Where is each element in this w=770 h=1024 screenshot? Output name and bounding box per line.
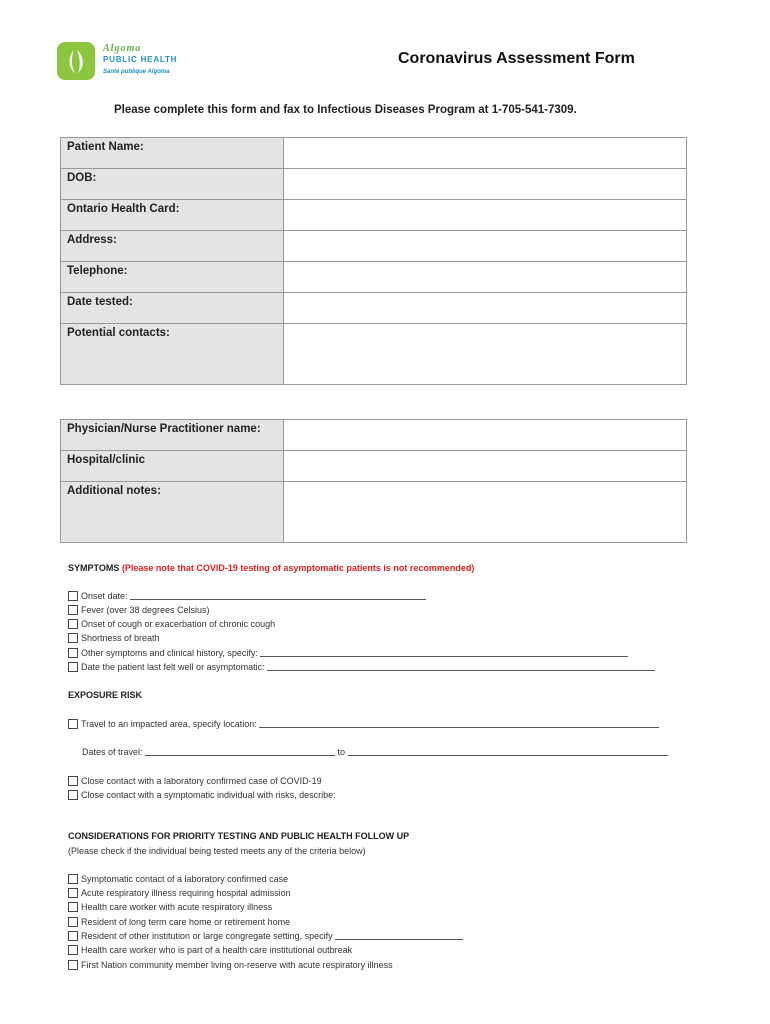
- symptom-label: Fever (over 38 degrees Celsius): [81, 605, 210, 615]
- travel-dates-row: [82, 746, 668, 759]
- potential-contacts-field[interactable]: [284, 324, 687, 385]
- priority-item: [68, 887, 291, 900]
- priority-item: [68, 873, 288, 886]
- priority-label: Symptomatic contact of a laboratory confirmed case: [81, 874, 289, 884]
- travel-start-date-line[interactable]: [145, 747, 335, 756]
- to-label: to: [335, 747, 348, 757]
- checkbox[interactable]: [68, 917, 78, 927]
- symptom-label: Shortness of breath: [81, 633, 160, 643]
- symptom-fever: [68, 604, 210, 617]
- priority-item: [68, 959, 393, 972]
- algoma-logo: [57, 42, 197, 84]
- travel-end-date-line[interactable]: [348, 747, 668, 756]
- patient-info-table: [60, 137, 687, 385]
- symptoms-heading: [68, 563, 474, 573]
- additional-notes-field[interactable]: [284, 482, 687, 543]
- exposure-label: Travel to an impacted area, specify location:: [81, 719, 260, 729]
- physician-name-field[interactable]: [284, 420, 687, 451]
- date-tested-label: Date tested:: [61, 293, 284, 324]
- checkbox[interactable]: [68, 605, 78, 615]
- fill-in-line[interactable]: [259, 719, 659, 728]
- fill-in-line[interactable]: [130, 591, 426, 600]
- checkbox[interactable]: [68, 790, 78, 800]
- priority-label: Resident of other institution or large congregate setting, specify: [81, 931, 336, 941]
- priority-heading: CONSIDERATIONS FOR PRIORITY TESTING AND PUBLIC HEALTH FOLLOW UP: [68, 831, 410, 841]
- priority-label: Resident of long term care home or retirement home: [81, 917, 291, 927]
- exposure-label: Close contact with a symptomatic individual with risks, describe:: [81, 790, 336, 800]
- physician-info-table: [60, 419, 687, 543]
- fill-in-line[interactable]: [267, 662, 655, 671]
- symptoms-title: SYMPTOMS: [68, 563, 120, 573]
- checkbox[interactable]: [68, 662, 78, 672]
- dob-label: DOB:: [61, 169, 284, 200]
- symptom-label: Date the patient last felt well or asymptomatic:: [81, 662, 268, 672]
- symptom-label: Onset of cough or exacerbation of chronic cough: [81, 619, 276, 629]
- checkbox[interactable]: [68, 931, 78, 941]
- checkbox[interactable]: [68, 945, 78, 955]
- priority-label: First Nation community member living on-reserve with acute respiratory illness: [81, 960, 393, 970]
- checkbox[interactable]: [68, 776, 78, 786]
- health-card-label: Ontario Health Card:: [61, 200, 284, 231]
- priority-label: Health care worker who is part of a health care institutional outbreak: [81, 945, 353, 955]
- dob-field[interactable]: [284, 169, 687, 200]
- exposure-heading: EXPOSURE RISK: [68, 690, 143, 700]
- symptom-label: Onset date:: [81, 591, 131, 601]
- hospital-clinic-label: Hospital/clinic: [61, 451, 284, 482]
- fill-in-line[interactable]: [260, 648, 628, 657]
- logo-text-sante-publique: Santé publique Algoma: [103, 69, 170, 75]
- address-field[interactable]: [284, 231, 687, 262]
- fax-instruction: Please complete this form and fax to Infectious Diseases Program at 1-705-541-7309.: [114, 104, 577, 116]
- fill-in-line[interactable]: [335, 931, 463, 940]
- telephone-label: Telephone:: [61, 262, 284, 293]
- symptom-label: Other symptoms and clinical history, specify:: [81, 648, 261, 658]
- checkbox[interactable]: [68, 874, 78, 884]
- priority-item: [68, 944, 352, 957]
- symptom-shortness-of-breath: [68, 632, 160, 645]
- patient-name-field[interactable]: [284, 138, 687, 169]
- priority-item: [68, 916, 290, 929]
- exposure-symptomatic-contact: [68, 789, 336, 802]
- symptom-cough: [68, 618, 275, 631]
- form-title: Coronavirus Assessment Form: [398, 50, 635, 67]
- telephone-field[interactable]: [284, 262, 687, 293]
- algoma-leaf-icon: [57, 42, 95, 80]
- exposure-label: Close contact with a laboratory confirmed case of COVID-19: [81, 776, 322, 786]
- date-tested-field[interactable]: [284, 293, 687, 324]
- additional-notes-label: Additional notes:: [61, 482, 284, 543]
- checkbox[interactable]: [68, 902, 78, 912]
- checkbox[interactable]: [68, 591, 78, 601]
- patient-name-label: Patient Name:: [61, 138, 284, 169]
- priority-item: [68, 901, 272, 914]
- address-label: Address:: [61, 231, 284, 262]
- checkbox[interactable]: [68, 888, 78, 898]
- hospital-clinic-field[interactable]: [284, 451, 687, 482]
- physician-name-label: Physician/Nurse Practitioner name:: [61, 420, 284, 451]
- checkbox[interactable]: [68, 719, 78, 729]
- symptoms-warning-note: (Please note that COVID-19 testing of asymptomatic patients is not recommended): [121, 563, 475, 573]
- priority-label: Acute respiratory illness requiring hospital admission: [81, 888, 291, 898]
- exposure-travel: [68, 718, 659, 731]
- dates-of-travel-label: Dates of travel:: [82, 747, 146, 757]
- health-card-field[interactable]: [284, 200, 687, 231]
- symptom-onset-date: [68, 590, 426, 603]
- potential-contacts-label: Potential contacts:: [61, 324, 284, 385]
- exposure-confirmed-contact: [68, 775, 322, 788]
- checkbox[interactable]: [68, 960, 78, 970]
- checkbox[interactable]: [68, 619, 78, 629]
- symptom-other: [68, 647, 628, 660]
- priority-label: Health care worker with acute respiratory illness: [81, 902, 273, 912]
- symptom-last-well: [68, 661, 655, 674]
- checkbox[interactable]: [68, 633, 78, 643]
- priority-subheading: (Please check if the individual being tested meets any of the criteria below): [68, 846, 366, 856]
- logo-text-public-health: PUBLIC HEALTH: [103, 55, 178, 64]
- logo-text-algoma: Algoma: [103, 43, 142, 54]
- checkbox[interactable]: [68, 648, 78, 658]
- priority-item: [68, 930, 463, 943]
